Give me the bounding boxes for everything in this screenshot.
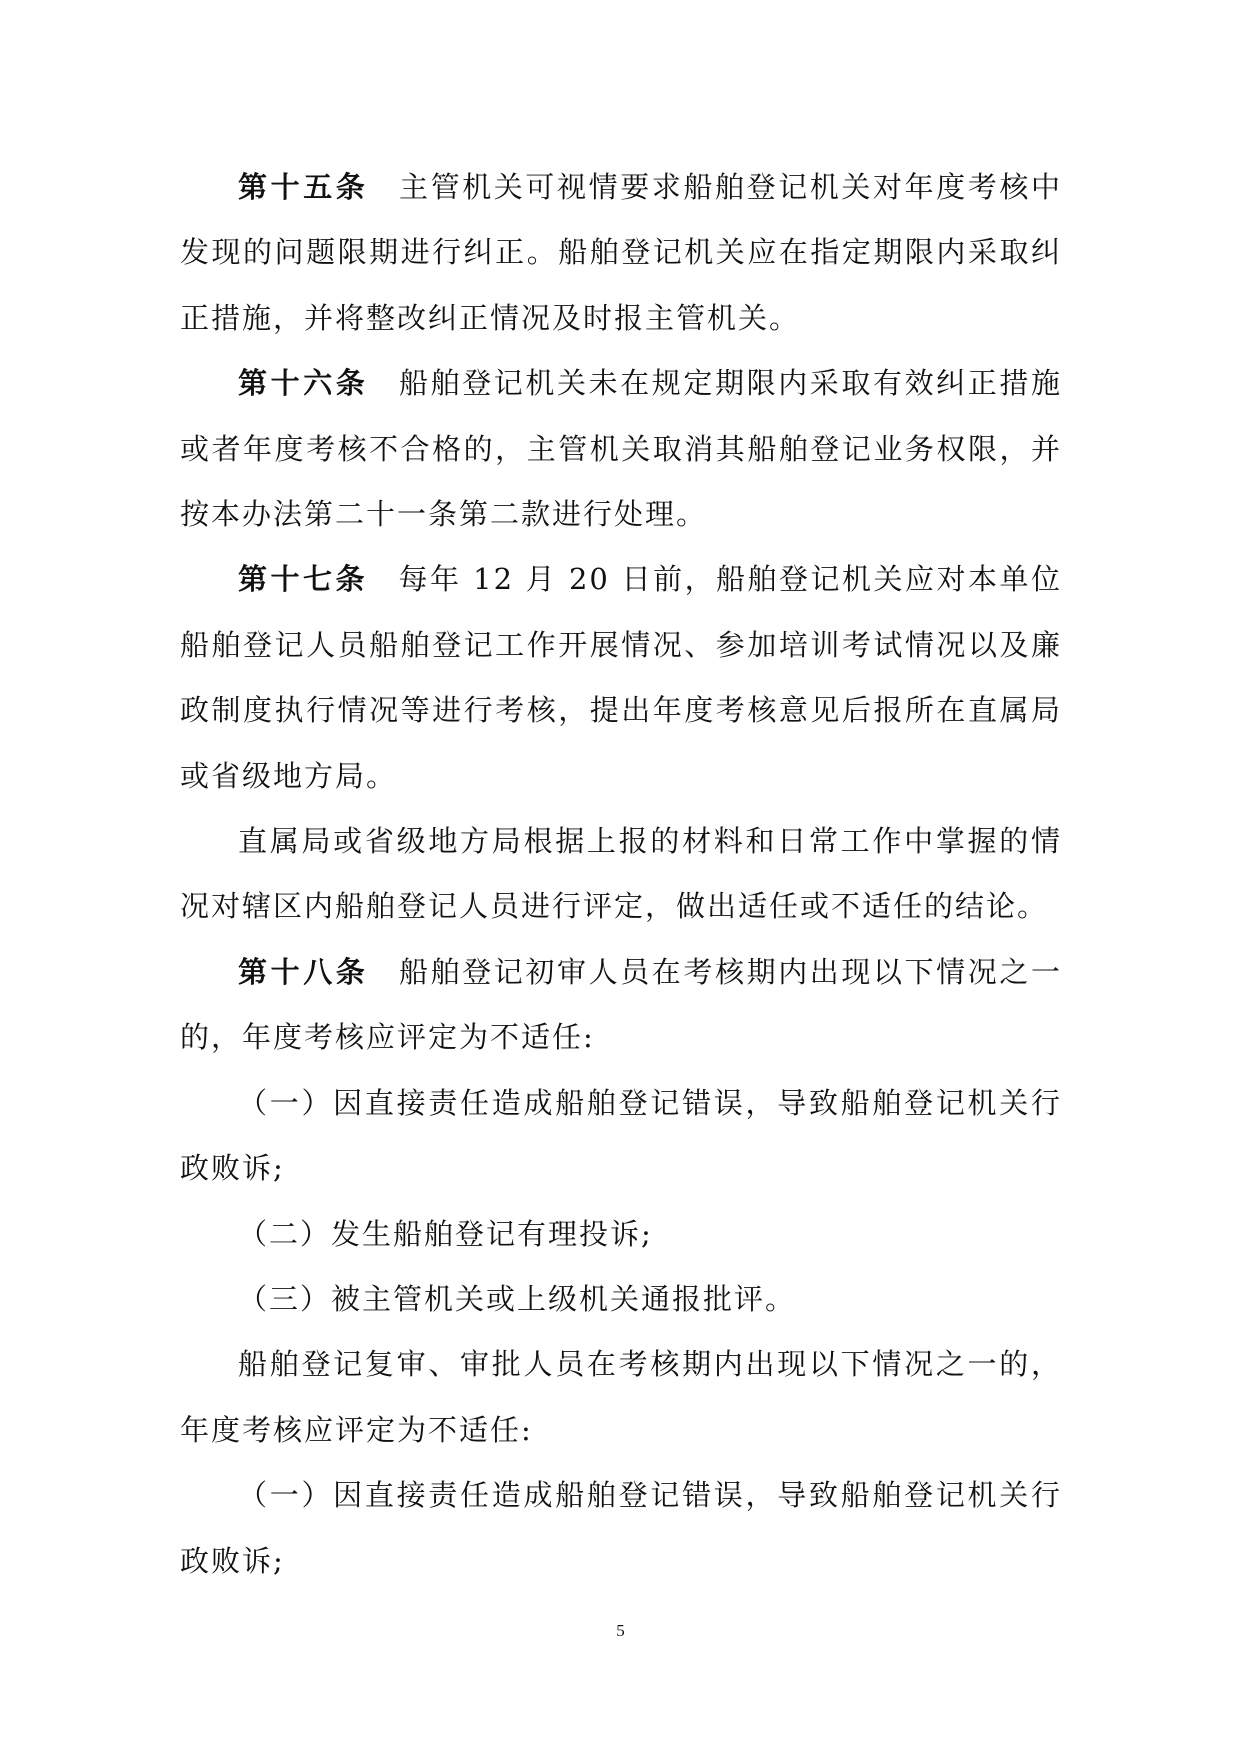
paragraph bbox=[180, 1332, 1062, 1463]
article-heading: 第十八条 bbox=[238, 954, 369, 989]
paragraph-article-15 bbox=[180, 155, 1062, 351]
list-item bbox=[180, 1202, 1062, 1267]
list-item bbox=[180, 1463, 1062, 1594]
body-text bbox=[180, 155, 1062, 1594]
paragraph-text: 每年 12 月 20 日前，船舶登记机关应对本单位船舶登记人员船舶登记工作开展情况、参加培训考试情况以及廉政制度执行情况等进行考核，提出年度考核意见后报所在直属局或省级地方局。 bbox=[180, 562, 1062, 793]
paragraph-article-16 bbox=[180, 351, 1062, 547]
list-item bbox=[180, 1267, 1062, 1332]
paragraph-text: 船舶登记机关未在规定期限内采取有效纠正措施或者年度考核不合格的，主管机关取消其船舶登记业务权限，并按本办法第二十一条第二款进行处理。 bbox=[180, 366, 1062, 532]
paragraph-text: 船舶登记初审人员在考核期内出现以下情况之一的，年度考核应评定为不适任: bbox=[180, 954, 1062, 1055]
paragraph-text: （二）发生船舶登记有理投诉; bbox=[238, 1216, 653, 1251]
paragraph bbox=[180, 809, 1062, 940]
paragraph-text: （一）因直接责任造成船舶登记错误，导致船舶登记机关行政败诉; bbox=[180, 1478, 1062, 1578]
article-heading: 第十六条 bbox=[238, 366, 369, 401]
paragraph-text: （三）被主管机关或上级机关通报批评。 bbox=[238, 1281, 797, 1316]
article-heading: 第十七条 bbox=[238, 562, 368, 597]
page-number: 5 bbox=[616, 1621, 625, 1640]
paragraph-text: （一）因直接责任造成船舶登记错误，导致船舶登记机关行政败诉; bbox=[180, 1085, 1062, 1186]
paragraph-text: 船舶登记复审、审批人员在考核期内出现以下情况之一的，年度考核应评定为不适任: bbox=[180, 1347, 1062, 1447]
list-item bbox=[180, 1071, 1062, 1202]
paragraph-text: 直属局或省级地方局根据上报的材料和日常工作中掌握的情况对辖区内船舶登记人员进行评定，做出适任或不适任的结论。 bbox=[180, 824, 1062, 924]
article-heading: 第十五条 bbox=[238, 170, 369, 204]
paragraph-article-17 bbox=[180, 547, 1062, 809]
paragraph-article-18 bbox=[180, 940, 1062, 1071]
paragraph-text: 主管机关可视情要求船舶登记机关对年度考核中发现的问题限期进行纠正。船舶登记机关应在指定期限内采取纠正措施，并将整改纠正情况及时报主管机关。 bbox=[180, 170, 1062, 335]
